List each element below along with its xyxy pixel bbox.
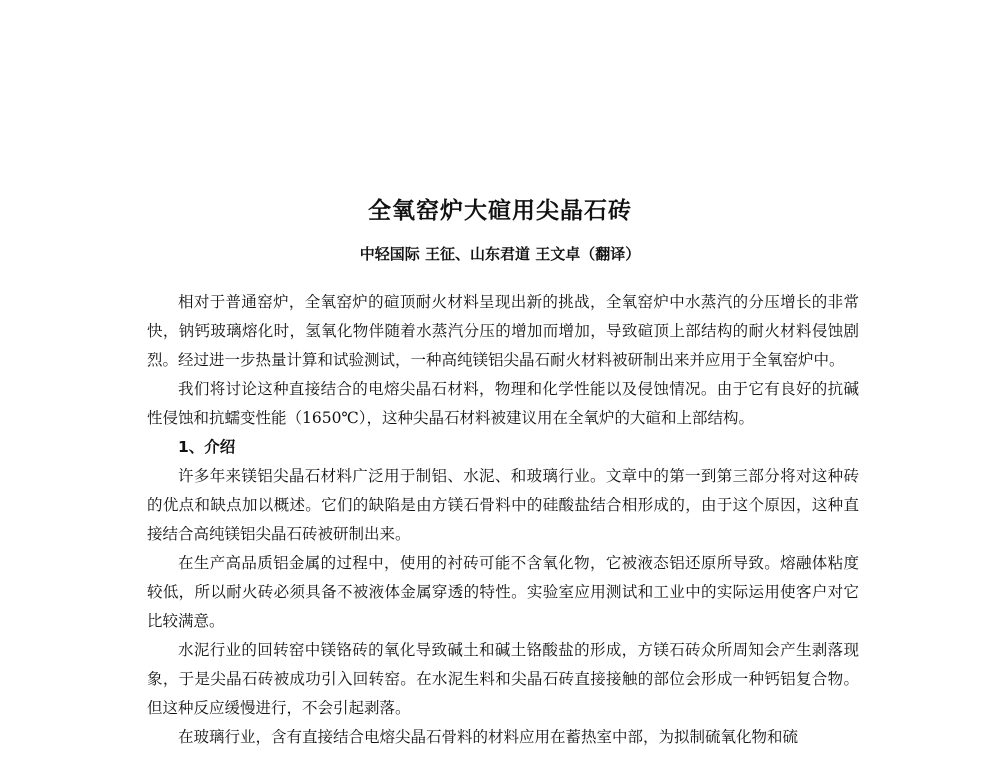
paper-title: 全氧窑炉大碹用尖晶石砖 bbox=[368, 198, 632, 224]
paper-authors: 中轻国际 王征、山东君道 王文卓（翻译） bbox=[359, 245, 641, 263]
abstract-paragraph: 相对于普通窑炉，全氧窑炉的碹顶耐火材料呈现出新的挑战，全氧窑炉中水蒸汽的分压增长的非常快，钠钙玻璃熔化时，氢氧化物伴随着水蒸汽分压的增加而增加，导致碹顶上部结构的耐火材料侵蚀剧烈。经过进一步热量计算和试验测试，一种高纯镁铝尖晶石耐火材料被研制出来并应用于全氧窑炉中。 bbox=[147, 293, 859, 369]
body-paragraph: 在生产高品质铝金属的过程中，使用的衬砖可能不含氧化物，它被液态铝还原所导致。熔融体粘度较低，所以耐火砖必须具备不被液体金属穿透的特性。实验室应用测试和工业中的实际运用使客户对它比较满意。 bbox=[147, 554, 859, 630]
body-paragraph: 许多年来镁铝尖晶石材料广泛用于制铝、水泥、和玻璃行业。文章中的第一到第三部分将对这种砖的优点和缺点加以概述。它们的缺陷是由方镁石骨料中的硅酸盐结合相形成的，由于这个原因，这种直接结合高纯镁铝尖晶石砖被研制出来。 bbox=[147, 467, 859, 543]
paper-body bbox=[147, 288, 859, 752]
section-heading: 1、介绍 bbox=[178, 438, 236, 456]
abstract-paragraph: 我们将讨论这种直接结合的电熔尖晶石材料，物理和化学性能以及侵蚀情况。由于它有良好的抗碱性侵蚀和抗蠕变性能（1650℃），这种尖晶石材料被建议用在全氧炉的大碹和上部结构。 bbox=[147, 380, 859, 427]
body-paragraph: 在玻璃行业，含有直接结合电熔尖晶石骨料的材料应用在蓄热室中部，为拟制硫氧化物和硫 bbox=[178, 728, 799, 746]
body-paragraph: 水泥行业的回转窑中镁铬砖的氧化导致碱土和碱土铬酸盐的形成，方镁石砖众所周知会产生剥落现象，于是尖晶石砖被成功引入回转窑。在水泥生料和尖晶石砖直接接触的部位会形成一种钙铝复合物。但这种反应缓慢进行，不会引起剥落。 bbox=[147, 641, 859, 717]
